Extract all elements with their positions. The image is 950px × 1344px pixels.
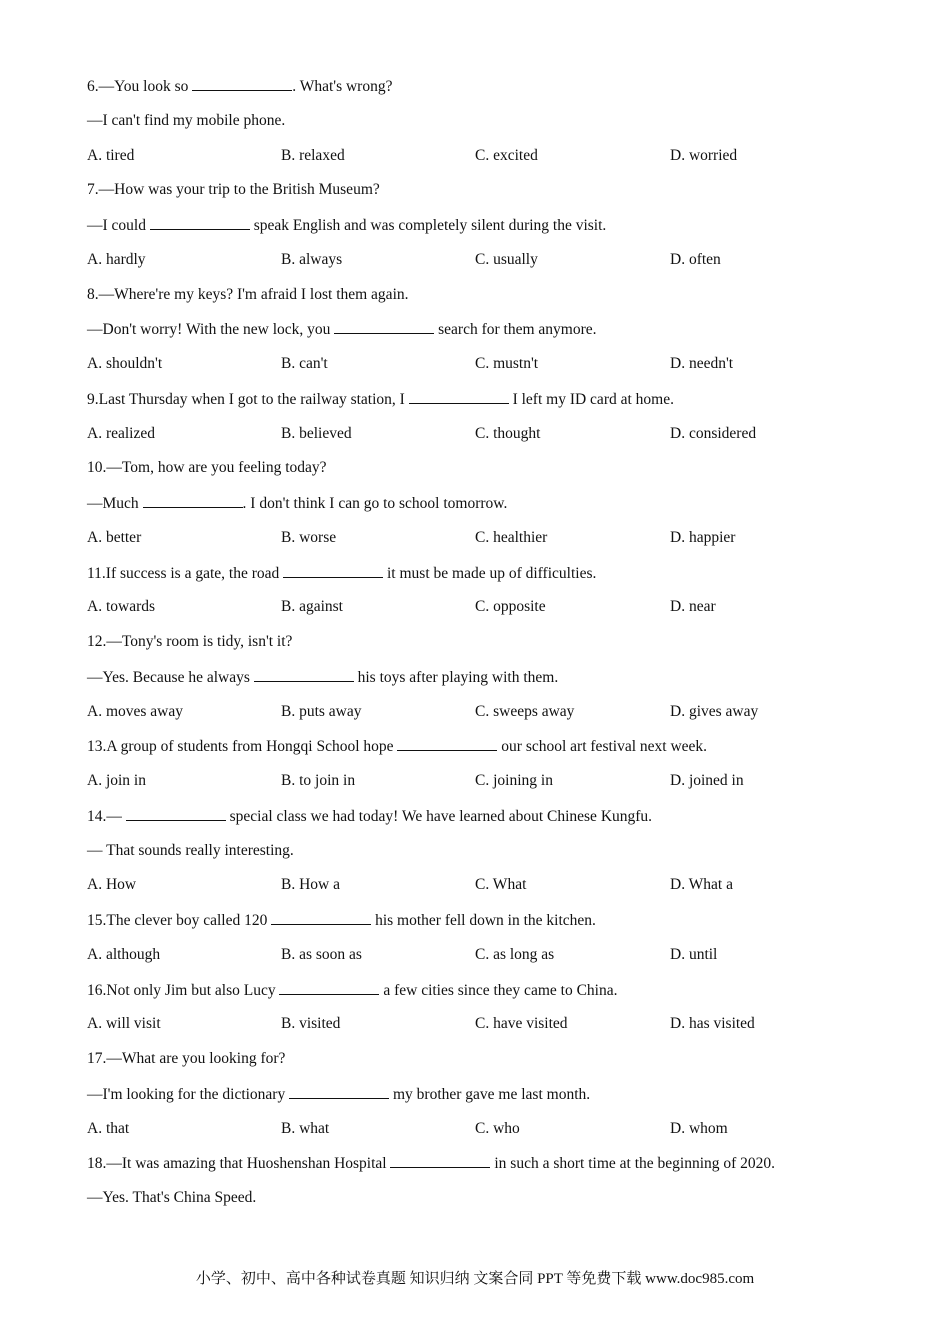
question-text-line xyxy=(87,458,327,478)
answer-option: A. will visit xyxy=(87,1015,161,1033)
answer-option: B. visited xyxy=(281,1015,341,1033)
question-text-line xyxy=(87,111,285,131)
question-text: 16.Not only Jim but also Lucy xyxy=(87,981,280,999)
answer-option: B. against xyxy=(281,598,343,616)
answer-option: C. joining in xyxy=(475,772,553,789)
answer-blank xyxy=(390,1153,490,1168)
answer-option: C. sweeps away xyxy=(475,702,575,720)
question-text-line xyxy=(87,180,380,200)
answer-option: C. mustn't xyxy=(475,355,539,372)
question-text: —Don't worry! With the new lock, you xyxy=(87,321,335,339)
answer-option: C. as long as xyxy=(475,945,555,963)
answer-blank xyxy=(150,215,250,230)
question-text-line xyxy=(87,1049,285,1069)
answer-blank xyxy=(254,667,354,682)
question-text: search for them anymore. xyxy=(434,321,597,339)
answer-blank xyxy=(143,493,243,508)
question-text: special class we had today! We have learned about Chinese Kungfu. xyxy=(225,807,653,825)
question-text-line xyxy=(87,215,606,236)
answer-option: C. What xyxy=(475,876,527,894)
answer-option: B. as soon as xyxy=(281,945,362,963)
answer-option: B. relaxed xyxy=(281,146,345,164)
question-text-line xyxy=(87,632,292,652)
answer-option: D. often xyxy=(670,250,721,268)
answer-option: D. needn't xyxy=(670,355,734,372)
answer-option: D. What a xyxy=(670,876,733,894)
answer-blank xyxy=(126,806,226,821)
answer-blank xyxy=(283,563,383,578)
answer-option: C. healthier xyxy=(475,528,548,546)
answer-blank xyxy=(289,1084,389,1099)
question-text-line xyxy=(87,389,674,410)
answer-option: B. always xyxy=(281,250,343,268)
answer-blank xyxy=(271,910,371,925)
answer-option: A. tired xyxy=(87,146,135,164)
question-text: —Much xyxy=(87,495,143,512)
question-text: . I don't think I can go to school tomorrow. xyxy=(242,495,508,512)
question-text-line xyxy=(87,841,294,861)
question-text: 10.—Tom, how are you feeling today? xyxy=(87,459,327,477)
answer-option: C. have visited xyxy=(475,1015,568,1033)
question-text-line xyxy=(87,667,558,688)
question-text-line xyxy=(87,563,596,584)
answer-option: B. what xyxy=(281,1119,330,1137)
answer-option: B. puts away xyxy=(281,702,362,720)
question-text: in such a short time at the beginning of 2020. xyxy=(490,1155,776,1173)
answer-option: C. excited xyxy=(475,146,538,164)
answer-blank xyxy=(192,76,292,91)
question-text-line xyxy=(87,285,409,305)
question-text-line xyxy=(87,76,392,97)
answer-blank xyxy=(334,319,434,334)
question-text: 18.—It was amazing that Huoshenshan Hospital xyxy=(87,1155,391,1173)
question-text: my brother gave me last month. xyxy=(389,1085,591,1103)
answer-option: B. believed xyxy=(281,424,352,442)
question-text: 8.—Where're my keys? I'm afraid I lost them again. xyxy=(87,285,409,303)
answer-option: A. hardly xyxy=(87,250,146,268)
answer-option: C. opposite xyxy=(475,598,546,616)
question-text-line xyxy=(87,980,617,1001)
question-text: — That sounds really interesting. xyxy=(87,841,294,859)
answer-option: A. although xyxy=(87,945,161,963)
question-text: it must be made up of difficulties. xyxy=(383,564,597,582)
answer-option: D. has visited xyxy=(670,1015,755,1033)
question-text: 15.The clever boy called 120 xyxy=(87,912,272,929)
question-text: —I can't find my mobile phone. xyxy=(87,111,286,129)
answer-option: D. considered xyxy=(670,424,757,442)
answer-option: B. How a xyxy=(281,876,340,894)
question-text-line xyxy=(87,1188,256,1208)
answer-option: C. usually xyxy=(475,250,538,268)
question-text: a few cities since they came to China. xyxy=(379,981,618,999)
answer-option: A. that xyxy=(87,1119,130,1137)
answer-option: D. happier xyxy=(670,528,736,546)
answer-option: D. near xyxy=(670,598,716,616)
question-text-line xyxy=(87,1084,590,1105)
answer-option: A. moves away xyxy=(87,702,183,720)
question-text-line xyxy=(87,806,652,827)
answer-option: A. better xyxy=(87,528,142,546)
answer-blank xyxy=(397,736,497,751)
question-text: our school art festival next week. xyxy=(497,738,708,756)
page-footer: 小学、初中、高中各种试卷真题 知识归纳 文案合同 PPT 等免费下载 www.doc985.com xyxy=(195,1271,755,1287)
question-text: his toys after playing with them. xyxy=(353,668,559,686)
answer-option: A. How xyxy=(87,876,137,894)
answer-option: B. can't xyxy=(281,355,328,372)
answer-option: D. joined in xyxy=(670,772,744,789)
answer-option: A. realized xyxy=(87,424,155,442)
answer-option: B. to join in xyxy=(281,772,356,789)
answer-blank xyxy=(279,980,379,995)
question-text: 11.If success is a gate, the road xyxy=(87,564,284,582)
question-text: —Yes. Because he always xyxy=(87,668,254,686)
answer-option: A. towards xyxy=(87,598,156,616)
answer-option: D. whom xyxy=(670,1119,728,1137)
answer-option: C. thought xyxy=(475,424,541,442)
answer-option: D. worried xyxy=(670,146,738,164)
question-text: —Yes. That's China Speed. xyxy=(87,1189,257,1206)
question-text: 7.—How was your trip to the British Museum? xyxy=(87,181,380,199)
question-text-line xyxy=(87,736,707,757)
answer-option: D. gives away xyxy=(670,702,759,720)
question-text: I left my ID card at home. xyxy=(508,390,674,408)
question-text: 9.Last Thursday when I got to the railway station, I xyxy=(87,390,409,408)
question-text-line xyxy=(87,319,597,340)
question-text: 12.—Tony's room is tidy, isn't it? xyxy=(87,633,293,650)
question-text: 17.—What are you looking for? xyxy=(87,1050,286,1067)
question-text: 6.—You look so xyxy=(87,78,193,95)
question-text: 13.A group of students from Hongqi School hope xyxy=(87,738,398,756)
answer-option: D. until xyxy=(670,945,718,963)
question-text: —I'm looking for the dictionary xyxy=(87,1085,290,1103)
answer-option: A. join in xyxy=(87,772,146,789)
question-text-line xyxy=(87,493,507,514)
question-text: . What's wrong? xyxy=(292,78,393,95)
question-text: 14.— xyxy=(87,807,126,825)
question-text-line xyxy=(87,910,596,931)
answer-option: B. worse xyxy=(281,528,337,546)
answer-blank xyxy=(409,389,509,404)
answer-option: A. shouldn't xyxy=(87,355,163,372)
question-text: speak English and was completely silent during the visit. xyxy=(249,217,607,234)
question-text: —I could xyxy=(87,217,150,234)
question-text: his mother fell down in the kitchen. xyxy=(371,912,596,929)
question-text-line xyxy=(87,1153,775,1174)
answer-option: C. who xyxy=(475,1119,520,1137)
